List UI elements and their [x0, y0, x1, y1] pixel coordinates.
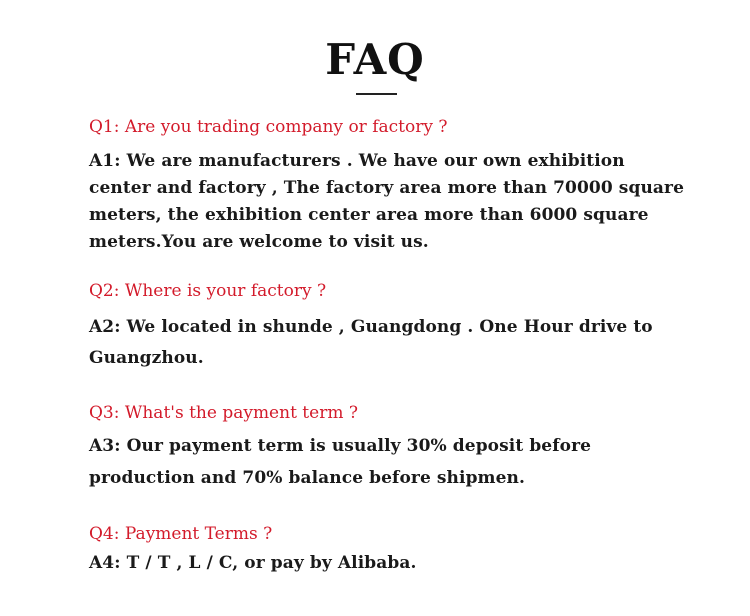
faq-item-3 [89, 401, 689, 494]
faq-answer-3: A3: Our payment term is usually 30% deposit before production and 70% balance before shipmen. [89, 436, 592, 488]
faq-answer-4: A4: T / T , L / C, or pay by Alibaba. [89, 553, 417, 573]
faq-question-4: Q4: Payment Terms ? [89, 524, 273, 544]
faq-item-1 [89, 115, 689, 256]
page-title: FAQ [325, 35, 425, 84]
faq-item-4 [89, 522, 689, 575]
faq-question-2: Q2: Where is your factory ? [89, 281, 327, 301]
faq-answer-1: A1: We are manufacturers . We have our own exhibition center and factory , The factory area more than 70000 square meters, the exhibition center area more than 6000 square meters.You are welcome to visit us. [89, 151, 684, 252]
title-divider [356, 93, 397, 95]
faq-question-1: Q1: Are you trading company or factory ? [89, 117, 448, 137]
faq-item-2 [89, 279, 689, 374]
faq-question-3: Q3: What's the payment term ? [89, 403, 358, 423]
faq-answer-2: A2: We located in shunde , Guangdong . One Hour drive to Guangzhou. [89, 317, 653, 368]
